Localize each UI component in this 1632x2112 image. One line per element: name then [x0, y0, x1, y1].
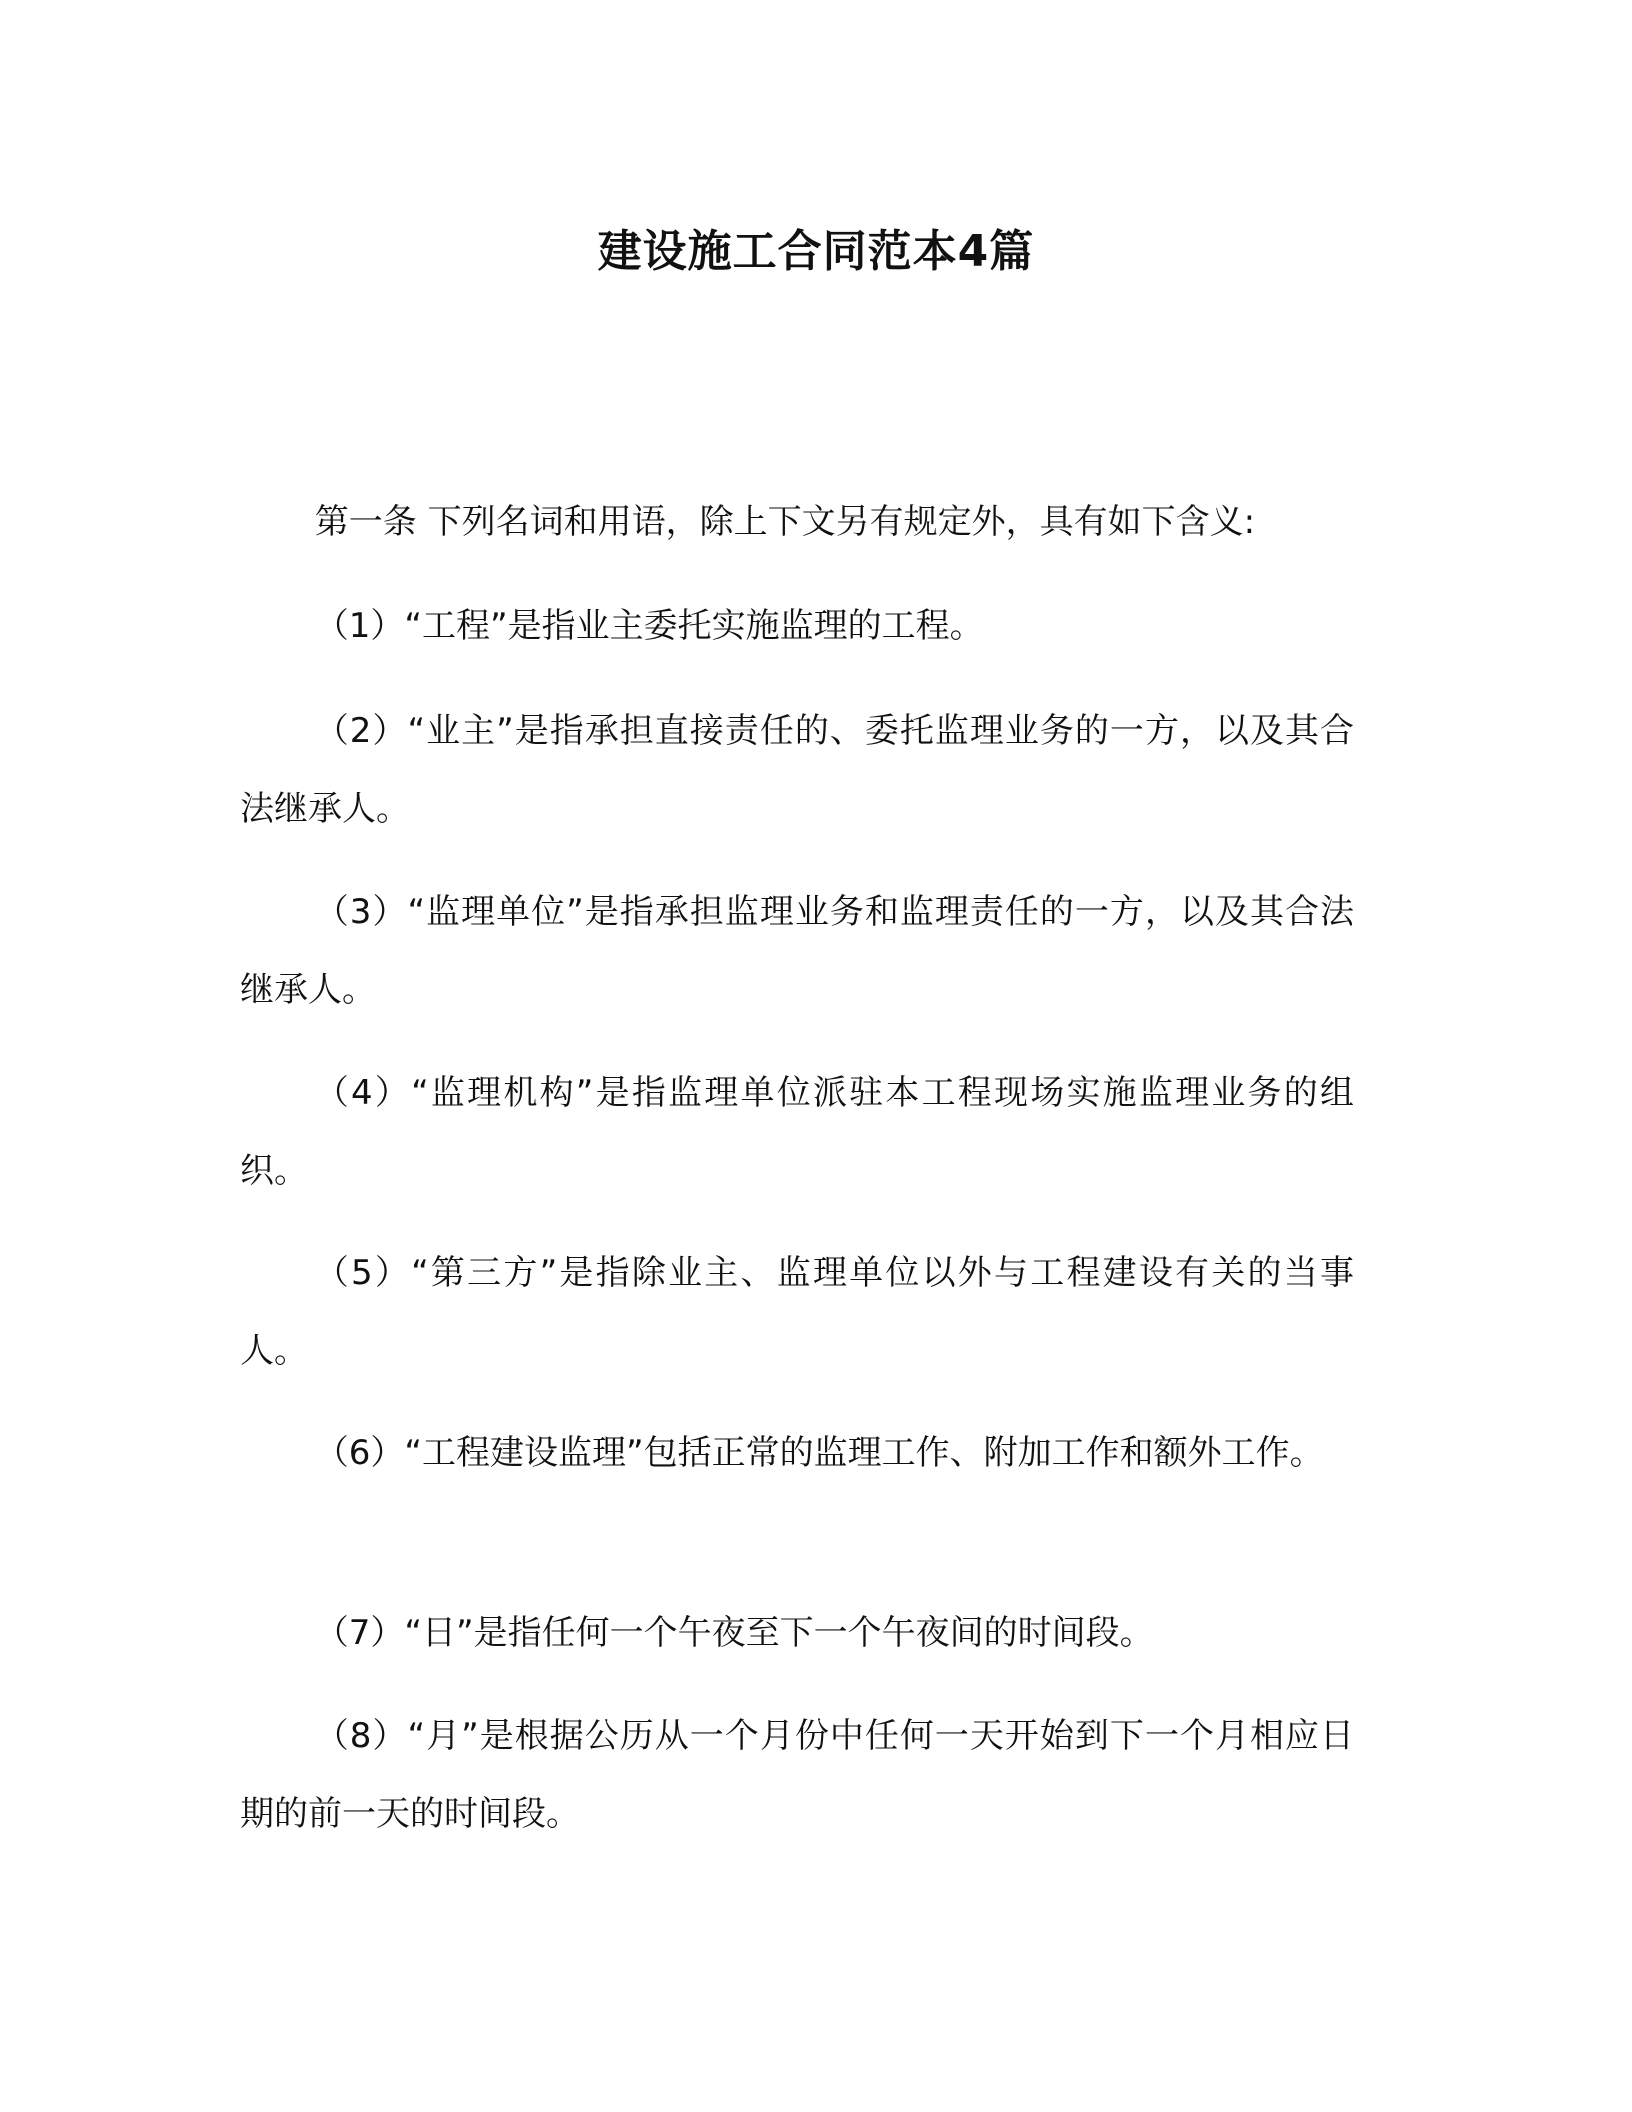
document-title: 建设施工合同范本4篇: [597, 226, 1035, 277]
definition-item: （7）“日”是指任何一个午夜至下一个午夜间的时间段。: [314, 1613, 1154, 1653]
definition-item: （3）“监理单位”是指承担监理业务和监理责任的一方，以及其合法继承人。: [240, 892, 1354, 1010]
definition-item: （1）“工程”是指业主委托实施监理的工程。: [314, 606, 984, 646]
definition-item: （4）“监理机构”是指监理单位派驻本工程现场实施监理业务的组织。: [240, 1073, 1354, 1191]
definition-item: （2）“业主”是指承担直接责任的、委托监理业务的一方，以及其合法继承人。: [240, 711, 1354, 829]
definition-item: （6）“工程建设监理”包括正常的监理工作、附加工作和额外工作。: [314, 1433, 1324, 1473]
definition-item: （8）“月”是根据公历从一个月份中任何一天开始到下一个月相应日期的前一天的时间段。: [240, 1716, 1354, 1834]
article-intro: 第一条 下列名词和用语，除上下文另有规定外，具有如下含义:: [314, 502, 1256, 542]
definition-item: （5）“第三方”是指除业主、监理单位以外与工程建设有关的当事人。: [240, 1253, 1354, 1371]
